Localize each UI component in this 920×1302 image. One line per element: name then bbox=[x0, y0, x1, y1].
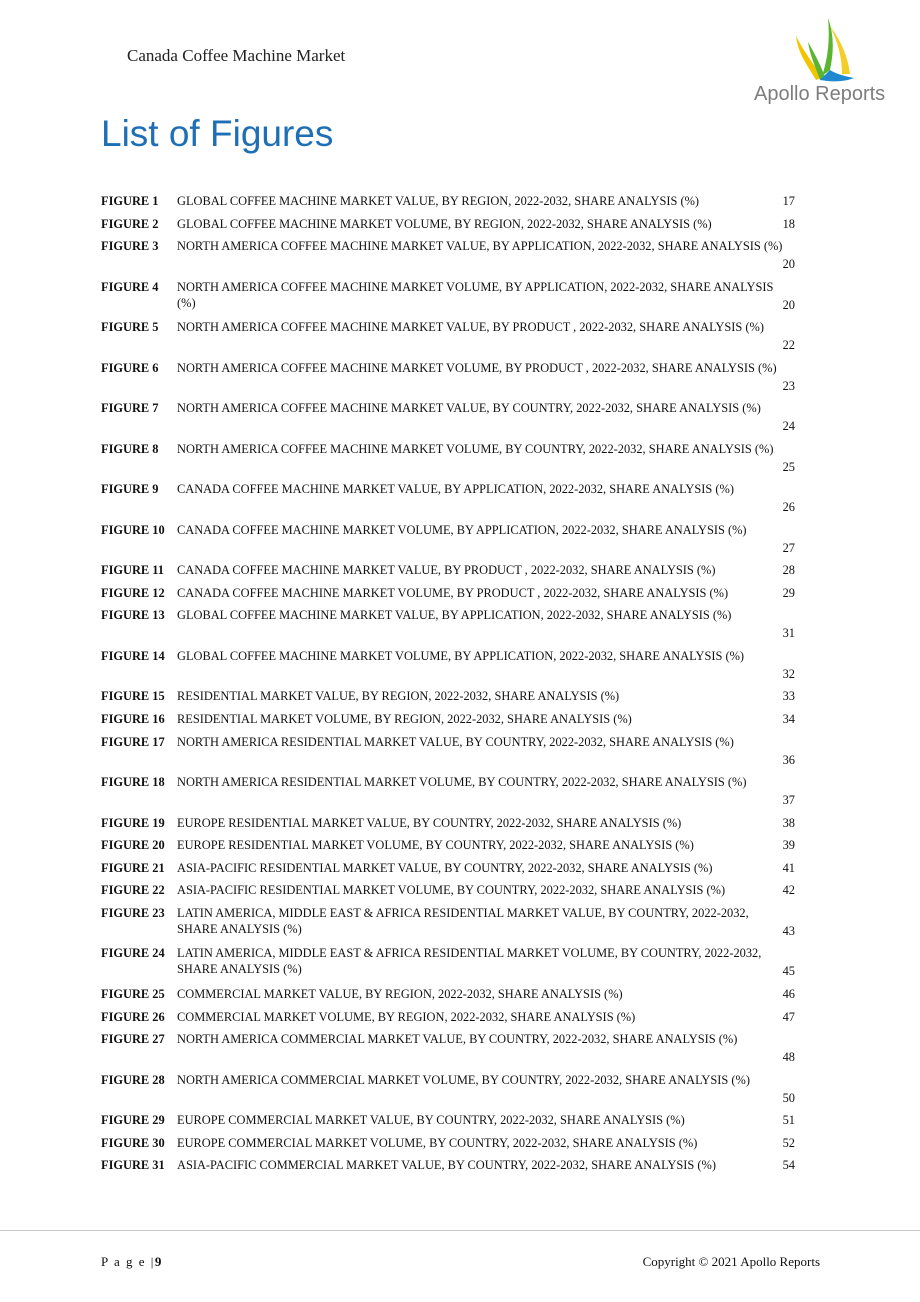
figure-title: ASIA-PACIFIC RESIDENTIAL MARKET VOLUME, BY COUNTRY, 2022-2032, SHARE ANALYSIS (%) bbox=[177, 883, 726, 898]
figure-title: EUROPE RESIDENTIAL MARKET VALUE, BY COUNTRY, 2022-2032, SHARE ANALYSIS (%) bbox=[177, 815, 682, 830]
figure-label: FIGURE 11 bbox=[101, 563, 164, 578]
figure-entry[interactable] bbox=[101, 688, 821, 711]
figure-title: COMMERCIAL MARKET VALUE, BY REGION, 2022-2032, SHARE ANALYSIS (%) bbox=[177, 986, 623, 1001]
figure-entry[interactable] bbox=[101, 238, 821, 279]
figure-entry[interactable] bbox=[101, 860, 821, 883]
figure-title: CANADA COFFEE MACHINE MARKET VALUE, BY PRODUCT , 2022-2032, SHARE ANALYSIS (%) bbox=[177, 563, 716, 578]
figure-title: CANADA COFFEE MACHINE MARKET VALUE, BY APPLICATION, 2022-2032, SHARE ANALYSIS (%) bbox=[177, 482, 734, 497]
figure-page-number: 25 bbox=[782, 459, 795, 474]
figure-title: RESIDENTIAL MARKET VOLUME, BY REGION, 2022-2032, SHARE ANALYSIS (%) bbox=[177, 711, 632, 726]
figure-label: FIGURE 2 bbox=[101, 216, 159, 231]
figure-label: FIGURE 31 bbox=[101, 1158, 165, 1173]
figure-label: FIGURE 28 bbox=[101, 1072, 165, 1087]
figure-page-number: 32 bbox=[782, 666, 795, 681]
figure-entry[interactable] bbox=[101, 882, 821, 905]
apollo-reports-logo bbox=[748, 16, 898, 108]
footer-page-number: P a g e |9 bbox=[101, 1254, 162, 1269]
figure-title: CANADA COFFEE MACHINE MARKET VOLUME, BY PRODUCT , 2022-2032, SHARE ANALYSIS (%) bbox=[177, 585, 729, 600]
figure-page-number: 47 bbox=[782, 1009, 795, 1024]
figure-entry[interactable] bbox=[101, 481, 821, 522]
figure-page-number: 22 bbox=[782, 338, 795, 353]
figure-page-number: 27 bbox=[782, 540, 795, 555]
figure-title: NORTH AMERICA COFFEE MACHINE MARKET VALUE, BY COUNTRY, 2022-2032, SHARE ANALYSIS (%) bbox=[177, 401, 761, 416]
figure-page-number: 24 bbox=[782, 419, 795, 434]
figure-title: NORTH AMERICA COFFEE MACHINE MARKET VALUE, BY PRODUCT , 2022-2032, SHARE ANALYSIS (%) bbox=[177, 320, 764, 335]
figure-label: FIGURE 13 bbox=[101, 608, 165, 623]
figure-label: FIGURE 25 bbox=[101, 986, 165, 1001]
figure-page-number: 37 bbox=[782, 793, 795, 808]
figure-label: FIGURE 18 bbox=[101, 775, 165, 790]
figure-title: ASIA-PACIFIC COMMERCIAL MARKET VALUE, BY COUNTRY, 2022-2032, SHARE ANALYSIS (%) bbox=[177, 1158, 716, 1173]
figure-entry[interactable] bbox=[101, 774, 821, 815]
figure-title: GLOBAL COFFEE MACHINE MARKET VOLUME, BY REGION, 2022-2032, SHARE ANALYSIS (%) bbox=[177, 216, 712, 231]
figure-label: FIGURE 14 bbox=[101, 648, 165, 663]
figure-page-number: 41 bbox=[782, 860, 795, 875]
figure-label: FIGURE 1 bbox=[101, 194, 159, 208]
figure-label: FIGURE 5 bbox=[101, 320, 159, 335]
figure-page-number: 20 bbox=[782, 297, 795, 312]
figure-title: LATIN AMERICA, MIDDLE EAST & AFRICA RESIDENTIAL MARKET VALUE, BY COUNTRY, 2022-2032, SHARE ANALYSIS (%) bbox=[177, 905, 749, 936]
figure-entry[interactable] bbox=[101, 1157, 821, 1180]
figure-entry[interactable] bbox=[101, 1009, 821, 1032]
figure-entry[interactable] bbox=[101, 815, 821, 838]
figure-label: FIGURE 6 bbox=[101, 360, 159, 375]
figure-page-number: 17 bbox=[782, 194, 795, 208]
figure-title: NORTH AMERICA COFFEE MACHINE MARKET VALUE, BY APPLICATION, 2022-2032, SHARE ANALYSIS (%) bbox=[177, 239, 783, 254]
figure-label: FIGURE 27 bbox=[101, 1032, 165, 1047]
figure-label: FIGURE 23 bbox=[101, 905, 165, 920]
figure-entry[interactable] bbox=[101, 216, 821, 239]
figure-page-number: 28 bbox=[782, 563, 795, 578]
figure-title: GLOBAL COFFEE MACHINE MARKET VALUE, BY REGION, 2022-2032, SHARE ANALYSIS (%) bbox=[177, 194, 700, 208]
page-label: P a g e bbox=[101, 1254, 147, 1269]
figure-page-number: 48 bbox=[782, 1050, 795, 1065]
figure-entry[interactable] bbox=[101, 400, 821, 441]
figure-entry[interactable] bbox=[101, 945, 821, 986]
figure-entry[interactable] bbox=[101, 648, 821, 689]
figure-entry[interactable] bbox=[101, 1112, 821, 1135]
figure-label: FIGURE 22 bbox=[101, 883, 165, 898]
figure-label: FIGURE 9 bbox=[101, 482, 159, 497]
figure-title: NORTH AMERICA COFFEE MACHINE MARKET VOLUME, BY PRODUCT , 2022-2032, SHARE ANALYSIS (%) bbox=[177, 360, 777, 375]
figure-title: ASIA-PACIFIC RESIDENTIAL MARKET VALUE, BY COUNTRY, 2022-2032, SHARE ANALYSIS (%) bbox=[177, 860, 713, 875]
figure-title: NORTH AMERICA RESIDENTIAL MARKET VOLUME, BY COUNTRY, 2022-2032, SHARE ANALYSIS (%) bbox=[177, 775, 747, 790]
figure-page-number: 42 bbox=[782, 883, 795, 898]
figure-page-number: 46 bbox=[782, 986, 795, 1001]
figure-entry[interactable] bbox=[101, 1031, 821, 1072]
footer-divider bbox=[0, 1230, 920, 1231]
figure-entry[interactable] bbox=[101, 1135, 821, 1158]
figure-entry[interactable] bbox=[101, 585, 821, 608]
figure-page-number: 39 bbox=[782, 838, 795, 853]
figure-label: FIGURE 16 bbox=[101, 711, 165, 726]
figure-title: NORTH AMERICA COMMERCIAL MARKET VOLUME, BY COUNTRY, 2022-2032, SHARE ANALYSIS (%) bbox=[177, 1072, 750, 1087]
figure-title: EUROPE COMMERCIAL MARKET VALUE, BY COUNTRY, 2022-2032, SHARE ANALYSIS (%) bbox=[177, 1113, 685, 1128]
figure-title: CANADA COFFEE MACHINE MARKET VOLUME, BY APPLICATION, 2022-2032, SHARE ANALYSIS (%) bbox=[177, 522, 747, 537]
figure-entry[interactable] bbox=[101, 837, 821, 860]
figure-title: EUROPE RESIDENTIAL MARKET VOLUME, BY COUNTRY, 2022-2032, SHARE ANALYSIS (%) bbox=[177, 838, 694, 853]
figure-page-number: 18 bbox=[782, 216, 795, 231]
figure-entry[interactable] bbox=[101, 905, 821, 946]
apollo-logo-icon bbox=[786, 16, 860, 84]
figure-page-number: 26 bbox=[782, 500, 795, 515]
figure-label: FIGURE 29 bbox=[101, 1113, 165, 1128]
report-header-title: Canada Coffee Machine Market bbox=[127, 46, 346, 65]
figure-title: NORTH AMERICA COFFEE MACHINE MARKET VOLUME, BY COUNTRY, 2022-2032, SHARE ANALYSIS (%) bbox=[177, 441, 774, 456]
figure-page-number: 36 bbox=[782, 752, 795, 767]
figure-title: COMMERCIAL MARKET VOLUME, BY REGION, 2022-2032, SHARE ANALYSIS (%) bbox=[177, 1009, 636, 1024]
figure-entry[interactable] bbox=[101, 1072, 821, 1113]
figure-page-number: 33 bbox=[782, 689, 795, 704]
figure-entry[interactable] bbox=[101, 193, 821, 216]
figure-label: FIGURE 7 bbox=[101, 401, 159, 416]
figure-label: FIGURE 8 bbox=[101, 441, 159, 456]
figure-label: FIGURE 30 bbox=[101, 1135, 165, 1150]
figure-page-number: 50 bbox=[782, 1090, 795, 1105]
figure-label: FIGURE 26 bbox=[101, 1009, 165, 1024]
figure-entry[interactable] bbox=[101, 279, 821, 320]
figure-page-number: 34 bbox=[782, 711, 795, 726]
figure-label: FIGURE 15 bbox=[101, 689, 165, 704]
figure-page-number: 29 bbox=[782, 585, 795, 600]
footer-copyright: Copyright © 2021 Apollo Reports bbox=[642, 1254, 820, 1269]
figure-page-number: 20 bbox=[782, 257, 795, 272]
figure-entry[interactable] bbox=[101, 319, 821, 360]
figure-title: GLOBAL COFFEE MACHINE MARKET VOLUME, BY APPLICATION, 2022-2032, SHARE ANALYSIS (%) bbox=[177, 648, 745, 663]
figure-label: FIGURE 20 bbox=[101, 838, 165, 853]
figure-label: FIGURE 12 bbox=[101, 585, 165, 600]
figure-page-number: 23 bbox=[782, 378, 795, 393]
figure-title: NORTH AMERICA COMMERCIAL MARKET VALUE, BY COUNTRY, 2022-2032, SHARE ANALYSIS (%) bbox=[177, 1032, 738, 1047]
logo-text: Apollo Reports bbox=[754, 83, 886, 105]
figure-list bbox=[101, 193, 821, 1180]
figure-entry[interactable] bbox=[101, 441, 821, 482]
figure-label: FIGURE 4 bbox=[101, 279, 159, 294]
figure-entry[interactable] bbox=[101, 734, 821, 775]
page-number: 9 bbox=[154, 1254, 162, 1269]
page-title: List of Figures bbox=[101, 113, 334, 154]
figure-entry[interactable] bbox=[101, 986, 821, 1009]
figure-label: FIGURE 10 bbox=[101, 522, 165, 537]
figure-page-number: 31 bbox=[782, 626, 795, 641]
figure-entry[interactable] bbox=[101, 522, 821, 563]
figure-page-number: 54 bbox=[782, 1158, 795, 1173]
figure-page-number: 43 bbox=[782, 923, 795, 938]
figure-title: NORTH AMERICA RESIDENTIAL MARKET VALUE, BY COUNTRY, 2022-2032, SHARE ANALYSIS (%) bbox=[177, 734, 734, 749]
figure-entry[interactable] bbox=[101, 360, 821, 401]
figure-label: FIGURE 21 bbox=[101, 860, 165, 875]
figure-title: GLOBAL COFFEE MACHINE MARKET VALUE, BY APPLICATION, 2022-2032, SHARE ANALYSIS (%) bbox=[177, 608, 732, 623]
figure-entry[interactable] bbox=[101, 711, 821, 734]
figure-page-number: 52 bbox=[782, 1135, 795, 1150]
figure-title: EUROPE COMMERCIAL MARKET VOLUME, BY COUNTRY, 2022-2032, SHARE ANALYSIS (%) bbox=[177, 1135, 698, 1150]
figure-page-number: 38 bbox=[782, 815, 795, 830]
figure-entry[interactable] bbox=[101, 562, 821, 585]
figure-label: FIGURE 3 bbox=[101, 239, 159, 254]
figure-page-number: 45 bbox=[782, 964, 795, 979]
figure-entry[interactable] bbox=[101, 607, 821, 648]
figure-title: RESIDENTIAL MARKET VALUE, BY REGION, 2022-2032, SHARE ANALYSIS (%) bbox=[177, 689, 620, 704]
figure-title: LATIN AMERICA, MIDDLE EAST & AFRICA RESIDENTIAL MARKET VOLUME, BY COUNTRY, 2022-2032, SHARE ANALYSIS (%) bbox=[177, 946, 762, 977]
figure-label: FIGURE 24 bbox=[101, 946, 165, 961]
figure-page-number: 51 bbox=[782, 1113, 795, 1128]
figure-title: NORTH AMERICA COFFEE MACHINE MARKET VOLUME, BY APPLICATION, 2022-2032, SHARE ANALYSIS (%) bbox=[177, 279, 774, 310]
figure-label: FIGURE 17 bbox=[101, 734, 165, 749]
figure-label: FIGURE 19 bbox=[101, 815, 165, 830]
